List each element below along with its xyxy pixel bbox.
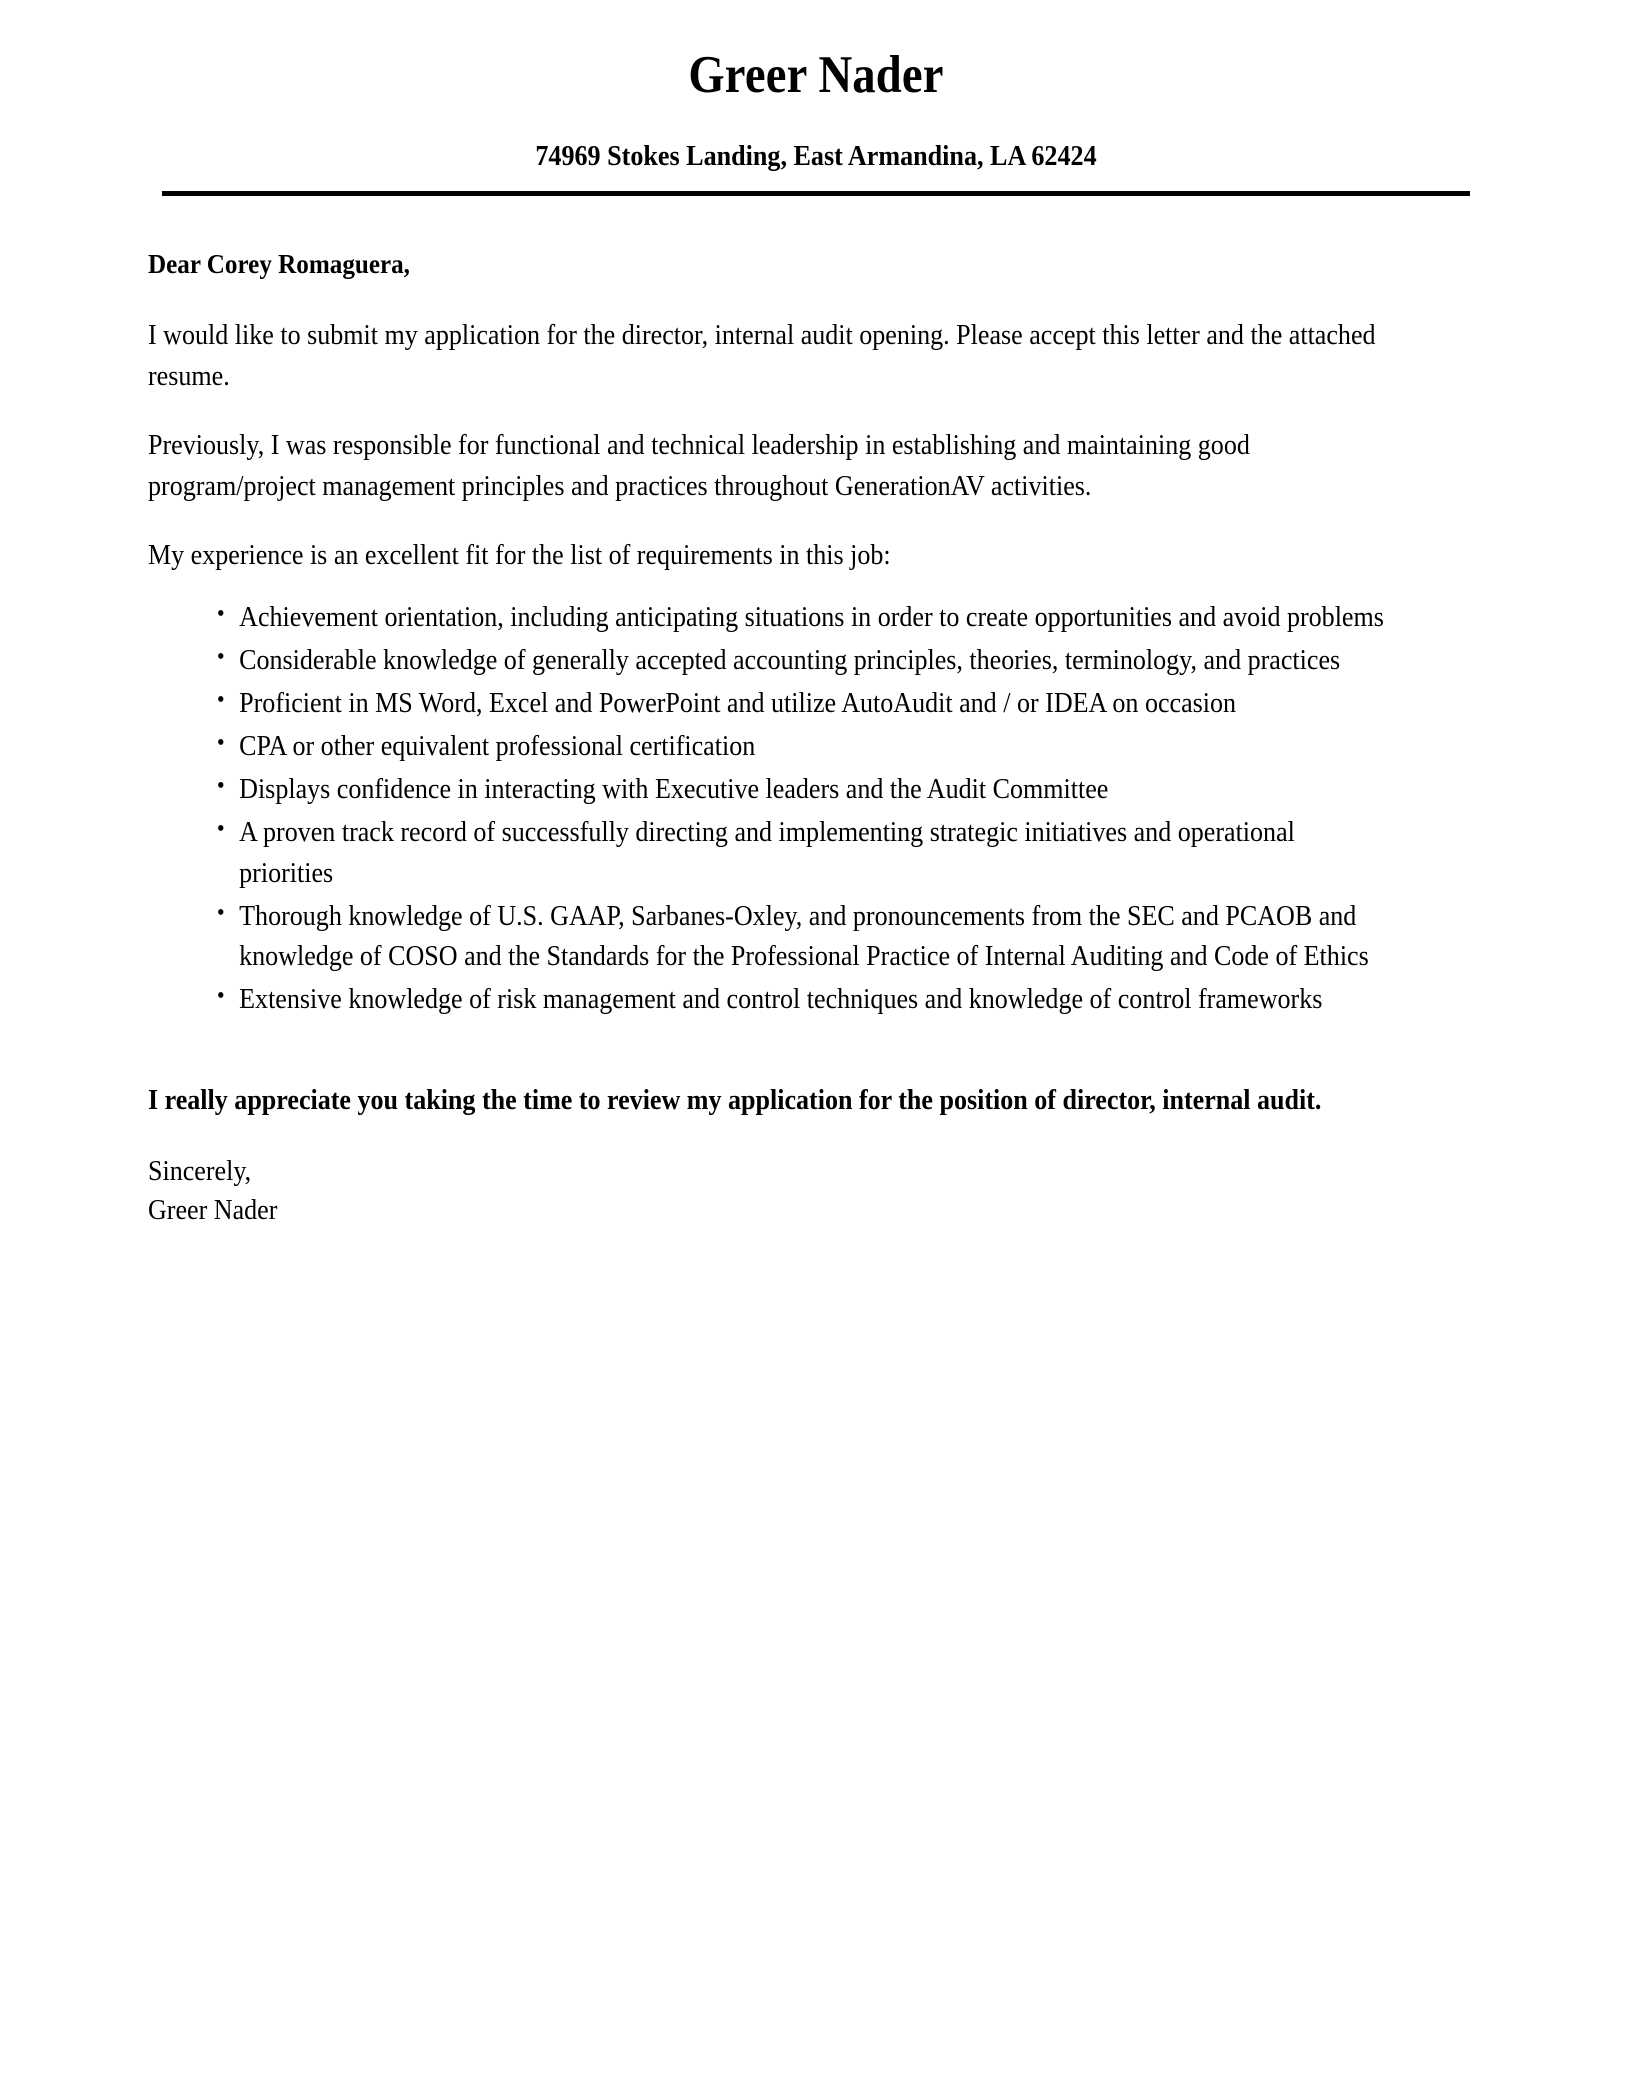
list-item: • Extensive knowledge of risk management and control techniques and knowledge of control frameworks: [219, 980, 1391, 1021]
sender-address: 74969 Stokes Landing, East Armandina, LA 62424: [535, 139, 1097, 172]
list-item: • Achievement orientation, including anticipating situations in order to create opportunities and avoid problems: [219, 598, 1391, 639]
signoff-block: [148, 1152, 1390, 1232]
page-title: Greer Nader: [688, 46, 944, 104]
closing-statement: I really appreciate you taking the time to review my application for the position of director, internal audit.: [148, 1085, 1322, 1117]
body-paragraph-1: I would like to submit my application for the director, internal audit opening. Please accept this letter and the attached resume.: [148, 320, 1376, 392]
salutation: Dear Corey Romaguera,: [148, 248, 410, 279]
requirements-list: [148, 598, 1390, 1021]
letter-body: [0, 196, 1632, 1231]
list-item: • Proficient in MS Word, Excel and PowerPoint and utilize AutoAudit and / or IDEA on occasion: [219, 684, 1391, 725]
list-item: • Thorough knowledge of U.S. GAAP, Sarbanes-Oxley, and pronouncements from the SEC and PCAOB and knowledge of COSO and the Standards for the Professional Practice of Internal Auditing and Code of Ethics: [219, 897, 1391, 979]
body-paragraph-2: Previously, I was responsible for functional and technical leadership in establishing and maintaining good program/project management principles and practices throughout GenerationAV activities.: [148, 429, 1250, 502]
signature-name: Greer Nader: [148, 1195, 278, 1227]
list-item: • Considerable knowledge of generally accepted accounting principles, theories, terminology, and practices: [219, 641, 1391, 682]
list-item: • Displays confidence in interacting with Executive leaders and the Audit Committee: [219, 770, 1391, 811]
list-item: • CPA or other equivalent professional certification: [219, 727, 1391, 768]
list-item: • A proven track record of successfully directing and implementing strategic initiatives and operational priorities: [219, 813, 1391, 895]
letter-header: [0, 0, 1632, 196]
body-paragraph-3: My experience is an excellent fit for the list of requirements in this job:: [148, 539, 891, 571]
signoff-line: Sincerely,: [148, 1155, 252, 1187]
